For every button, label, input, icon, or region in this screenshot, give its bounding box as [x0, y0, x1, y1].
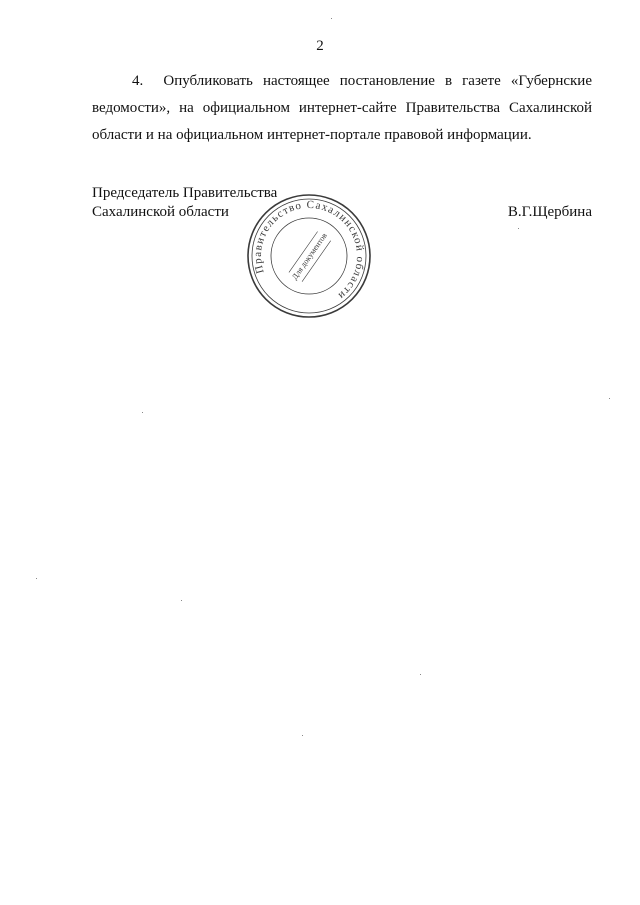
- paragraph-4: 4. Опубликовать настоящее постановление в газете «Губернские ведомости», на официальном интернет-сайте Правительства Сахалинской области и на официальном интернет-портале правовой информации.: [92, 73, 592, 143]
- seal-outer-text: Правительство Сахалинской области: [251, 198, 367, 303]
- page-number: 2: [316, 38, 324, 54]
- scan-speck: [181, 600, 182, 601]
- signature-title-line1: Председатель Правительства: [92, 185, 278, 201]
- signature-title-line2: Сахалинской области: [92, 204, 229, 220]
- seal-stamp-icon: [246, 193, 372, 319]
- scan-speck: [36, 578, 37, 579]
- scan-speck: [142, 412, 143, 413]
- official-seal: [246, 193, 372, 319]
- scan-speck: [518, 228, 519, 229]
- seal-inner-text: Для документов: [289, 231, 329, 282]
- signature-name: В.Г.Щербина: [507, 204, 592, 220]
- scan-speck: [331, 18, 332, 19]
- scan-speck: [420, 674, 421, 675]
- scan-speck: [302, 735, 303, 736]
- scan-speck: [609, 398, 610, 399]
